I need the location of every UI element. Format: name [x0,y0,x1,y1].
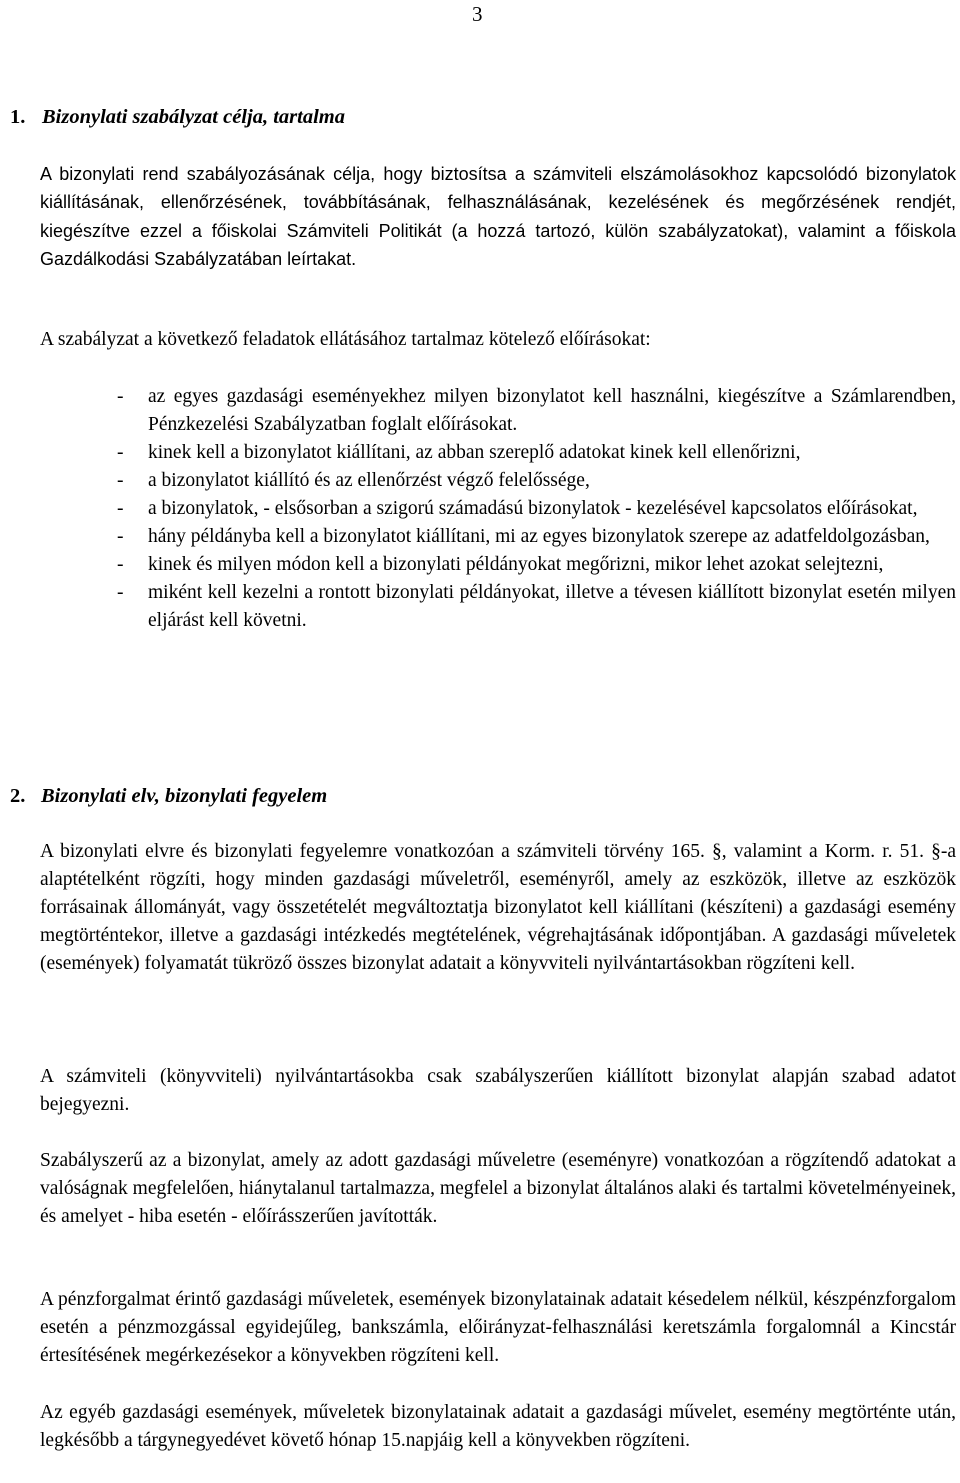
section-2-paragraph-3: Szabályszerű az a bizonylat, amely az adott gazdasági műveletre (eseményre) vonatkozóan a rögzítendő adatokat a valóságnak megfelelően, hiánytalanul tartalmazza, megfelel a bizonylat általános alaki és tartalmi követelményeinek, és amelyet - hiba esetén - előírásszerűen javították. [40,1150,956,1227]
list-dash: - [117,442,124,463]
section-1-number: 1. [10,106,26,128]
list-item-text: kinek kell a bizonylatot kiállítani, az abban szereplő adatokat kinek kell ellenőrizni, [148,442,801,463]
list-item-text: hány példányba kell a bizonylatot kiállítani, mi az egyes bizonylatok szerepe az adatfeldolgozásban, [148,526,930,547]
section-1-title: Bizonylati szabályzat célja, tartalma [42,106,345,128]
list-item [40,523,956,551]
list-dash: - [117,386,124,407]
list-item-text: kinek és milyen módon kell a bizonylati példányokat megőrizni, mikor lehet azokat selejtezni, [148,554,884,575]
list-item-text: a bizonylatot kiállító és az ellenőrzést végző felelőssége, [148,470,590,491]
section-2-heading [10,782,327,810]
list-item [40,439,956,467]
list-item [40,495,956,523]
section-2-number: 2. [10,785,26,807]
list-item [40,579,956,635]
section-2-title: Bizonylati elv, bizonylati fegyelem [41,785,328,807]
section-2-paragraph-1: A bizonylati elvre és bizonylati fegyelemre vonatkozóan a számviteli törvény 165. §, valamint a Korm. r. 51. §-a alaptételként rögzíti, hogy minden gazdasági műveletről, eseményről, amely az eszközök, illetve az eszközök forrásainak állományát, vagy összetételét megváltoztatja bizonylatot kell kiállítani (készíteni) a gazdasági esemény megtörténtekor, illetve a gazdasági intézkedés megtételének, végrehajtásának időpontjában. A gazdasági műveletek (események) folyamatát tükröző összes bizonylat adatait a könyvviteli nyilvántartásokban rögzíteni kell. [40,841,956,974]
list-item-text: a bizonylatok, - elsősorban a szigorú számadású bizonylatok - kezelésével kapcsolatos előírásokat, [148,498,918,519]
list-item [40,383,956,439]
section-1-lead: A szabályzat a következő feladatok ellátásához tartalmaz kötelező előírásokat: [40,329,651,350]
list-item [40,551,956,579]
requirements-list [40,383,956,635]
list-item-text: az egyes gazdasági eseményekhez milyen bizonylatot kell használni, kiegészítve a Számlarendben, Pénzkezelési Szabályzatban foglalt előírásokat. [148,386,956,435]
page-number: 3 [472,2,483,26]
section-2-paragraph-4: A pénzforgalmat érintő gazdasági műveletek, események bizonylatainak adatait késedelem nélkül, készpénzforgalom esetén a pénzmozgással egyidejűleg, bankszámla, előirányzat-felhasználási keretszámla forgalomnál a Kincstár értesítésének megérkezésekor a könyvekben rögzíteni kell. [40,1289,956,1366]
list-dash: - [117,554,124,575]
section-1-heading [10,103,345,131]
section-2-paragraph-2: A számviteli (könyvviteli) nyilvántartásokba csak szabályszerűen kiállított bizonylat alapján szabad adatot bejegyezni. [40,1066,956,1115]
list-dash: - [117,470,124,491]
list-dash: - [117,498,124,519]
section-1-intro: A bizonylati rend szabályozásának célja, hogy biztosítsa a számviteli elszámolásokhoz kapcsolódó bizonylatok kiállításának, ellenőrzésének, továbbításának, felhasználásának, kezelésének és megőrzésének rendjét, kiegészítve ezzel a főiskolai Számviteli Politikát (a hozzá tartozó, külön szabályzatokat), valamint a főiskola Gazdálkodási Szabályzatában leírtakat. [40,164,956,269]
list-item-text: miként kell kezelni a rontott bizonylati példányokat, illetve a tévesen kiállított bizonylat esetén milyen eljárást kell követni. [148,582,956,631]
list-dash: - [117,526,124,547]
list-item [40,467,956,495]
section-2-paragraph-5: Az egyéb gazdasági események, műveletek bizonylatainak adatait a gazdasági művelet, esemény megtörténte után, legkésőbb a tárgynegyedévet követő hónap 15.napjáig kell a könyvekben rögzíteni. [40,1402,956,1451]
list-dash: - [117,582,124,603]
